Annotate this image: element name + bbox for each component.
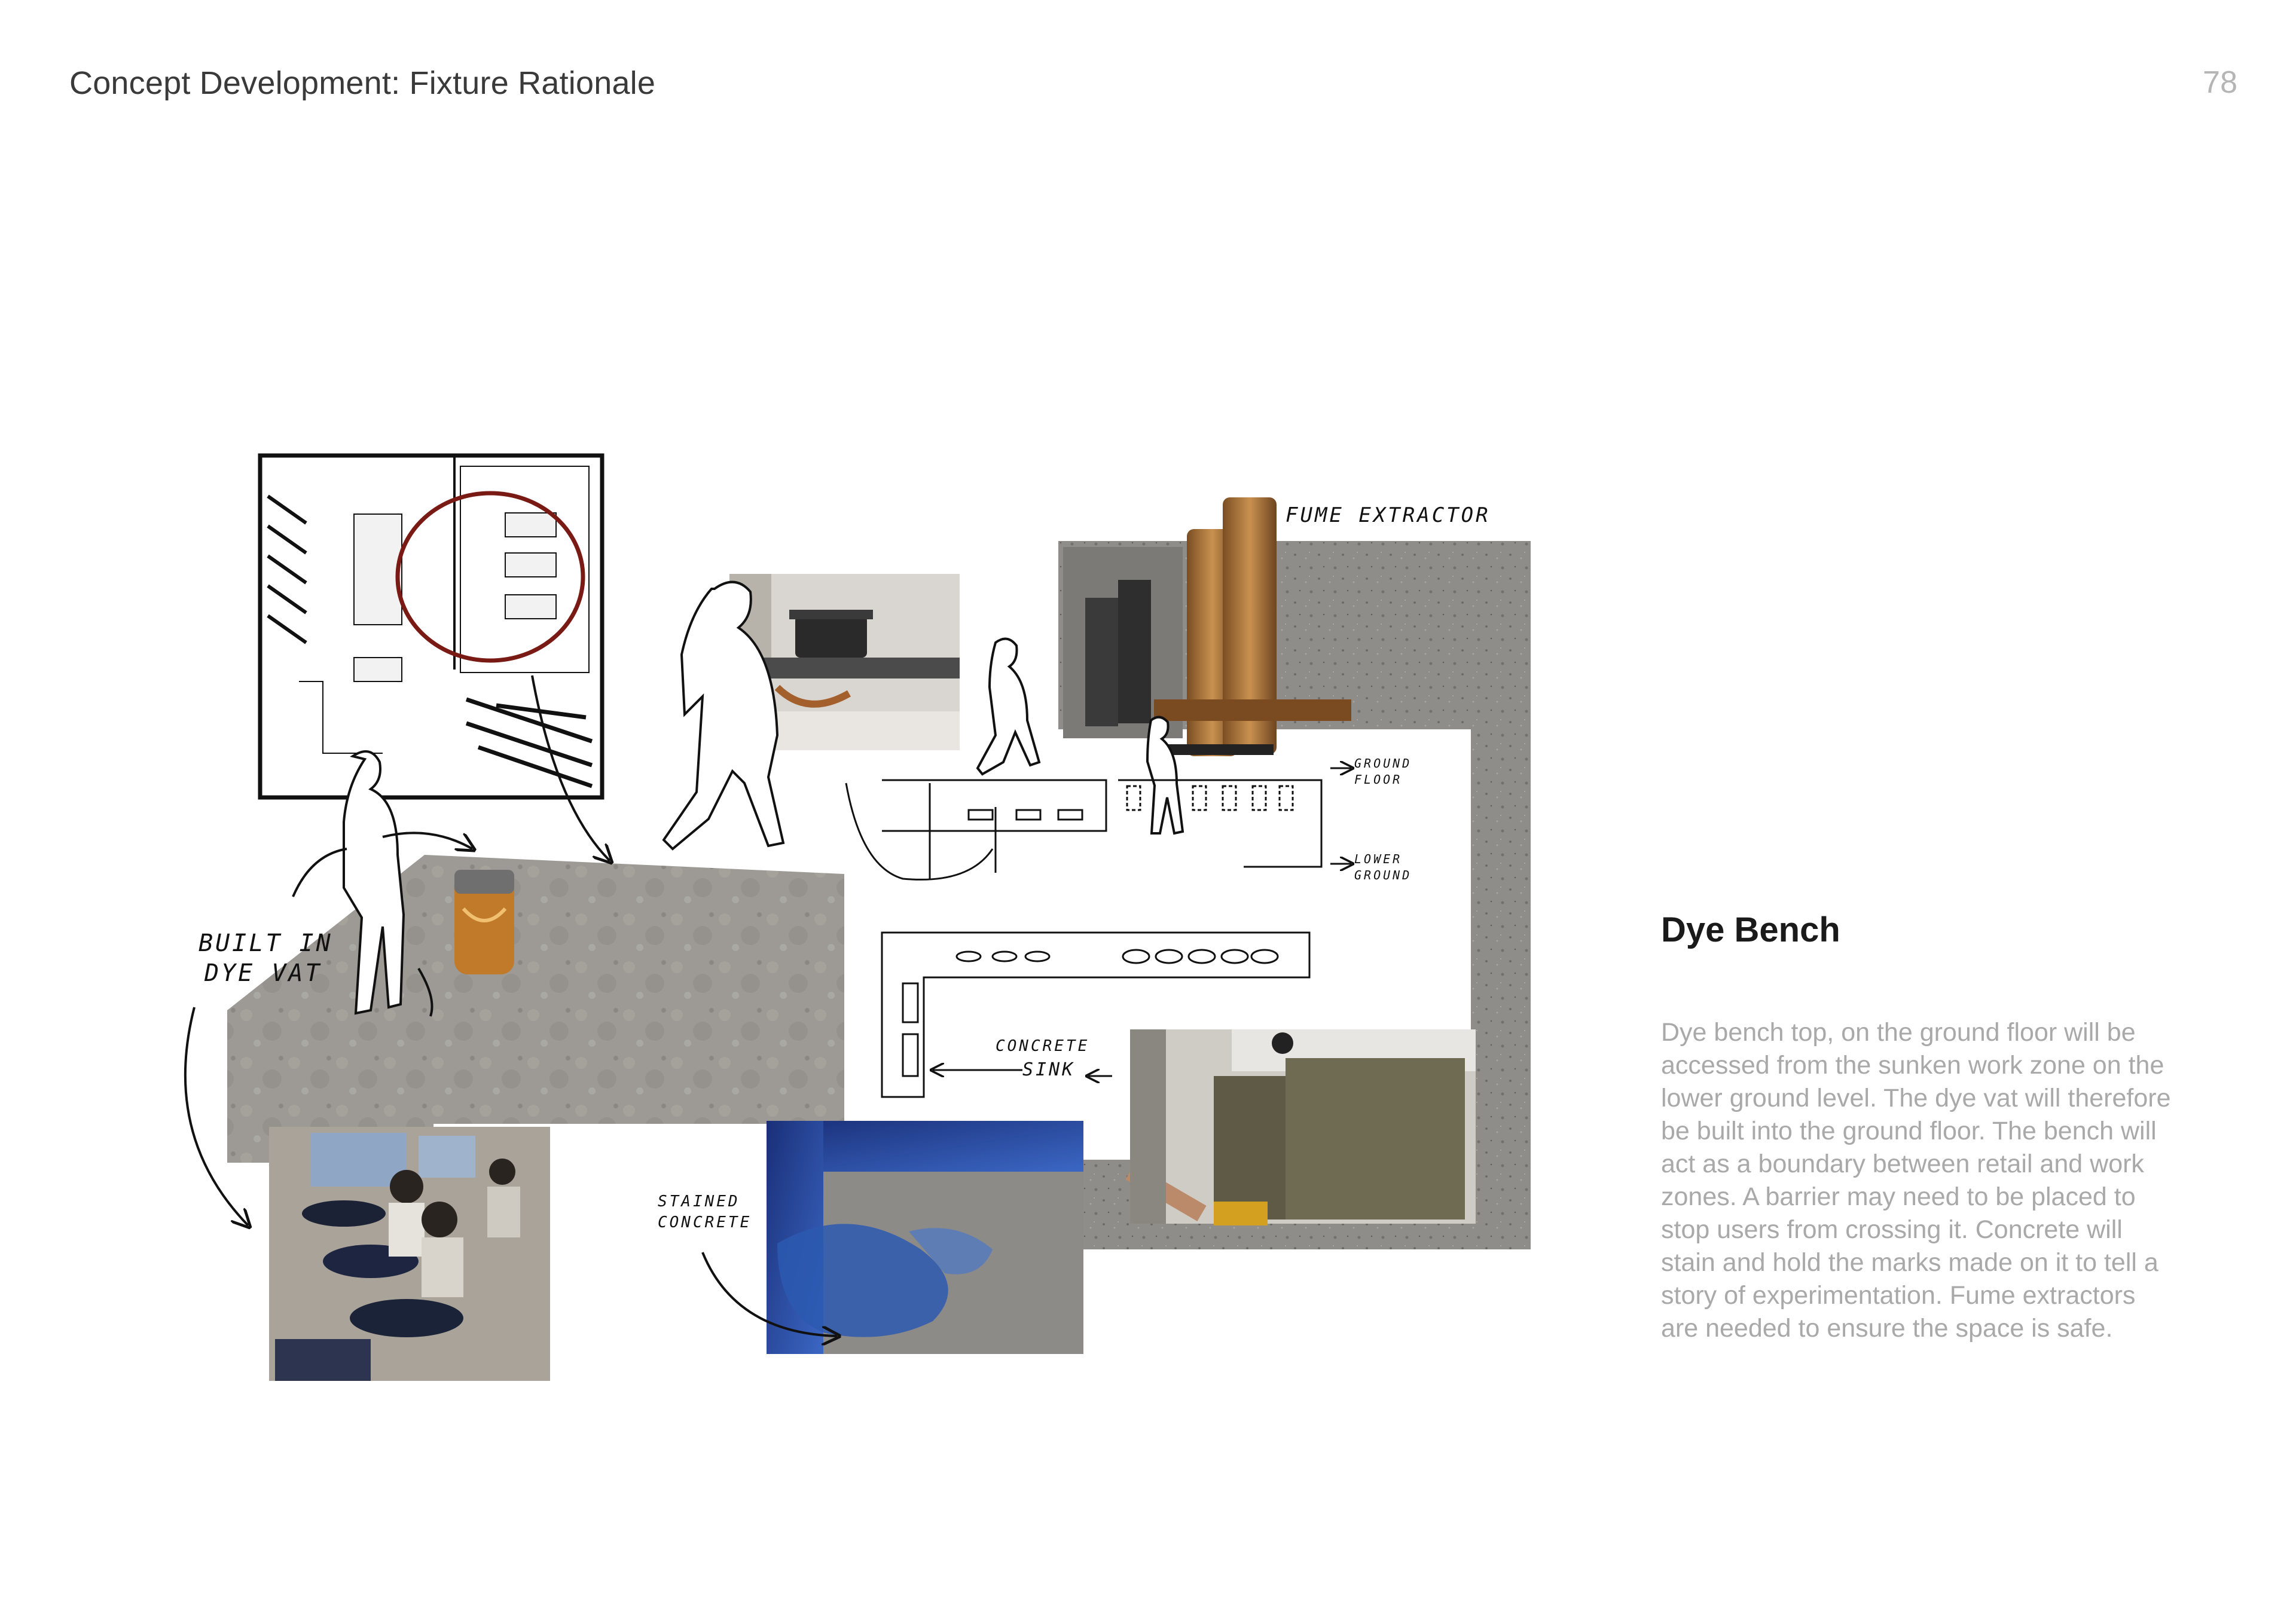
stained-concrete-photo <box>767 1121 1083 1354</box>
floor-plan <box>260 456 602 797</box>
annotation-ground-line2: FLOOR <box>1354 772 1403 787</box>
annotation-lower-ground-line1: LOWER <box>1354 852 1403 866</box>
annotation-concrete-sink-line1: CONCRETE <box>996 1037 1090 1055</box>
annotation-concrete-sink-line2: SINK <box>1022 1059 1076 1080</box>
dye-vat-jar <box>454 870 514 974</box>
annotation-ground-line1: GROUND <box>1354 756 1412 771</box>
section-heading: Dye Bench <box>1661 910 1840 949</box>
annotation-built-in-line1: BUILT IN <box>199 930 333 957</box>
dye-workshop-photo <box>269 1127 550 1381</box>
concrete-slab <box>227 855 844 1163</box>
page-number: 78 <box>2203 65 2237 100</box>
annotation-stained-line2: CONCRETE <box>658 1214 752 1231</box>
concrete-sink-photo <box>1130 1029 1476 1225</box>
section-body: Dye bench top, on the ground floor will be accessed from the sunken work zone on the lower ground level. The dye vat will therefore be built into the ground floor. The bench will act as a boundary between retail and work zones. A barrier may need to be placed to stop users from crossing it. Concrete will stain and hold the marks made on it to tell a story of experimentation. Fume extractors are needed to ensure the space is safe. <box>1661 1018 2171 1343</box>
page-title: Concept Development: Fixture Rationale <box>69 65 656 101</box>
annotation-stained-line1: STAINED <box>658 1193 740 1211</box>
annotation-fume-extractor: FUME EXTRACTOR <box>1286 503 1491 527</box>
annotation-built-in-line2: DYE VAT <box>204 959 322 987</box>
annotation-lower-ground-line2: GROUND <box>1354 868 1412 882</box>
